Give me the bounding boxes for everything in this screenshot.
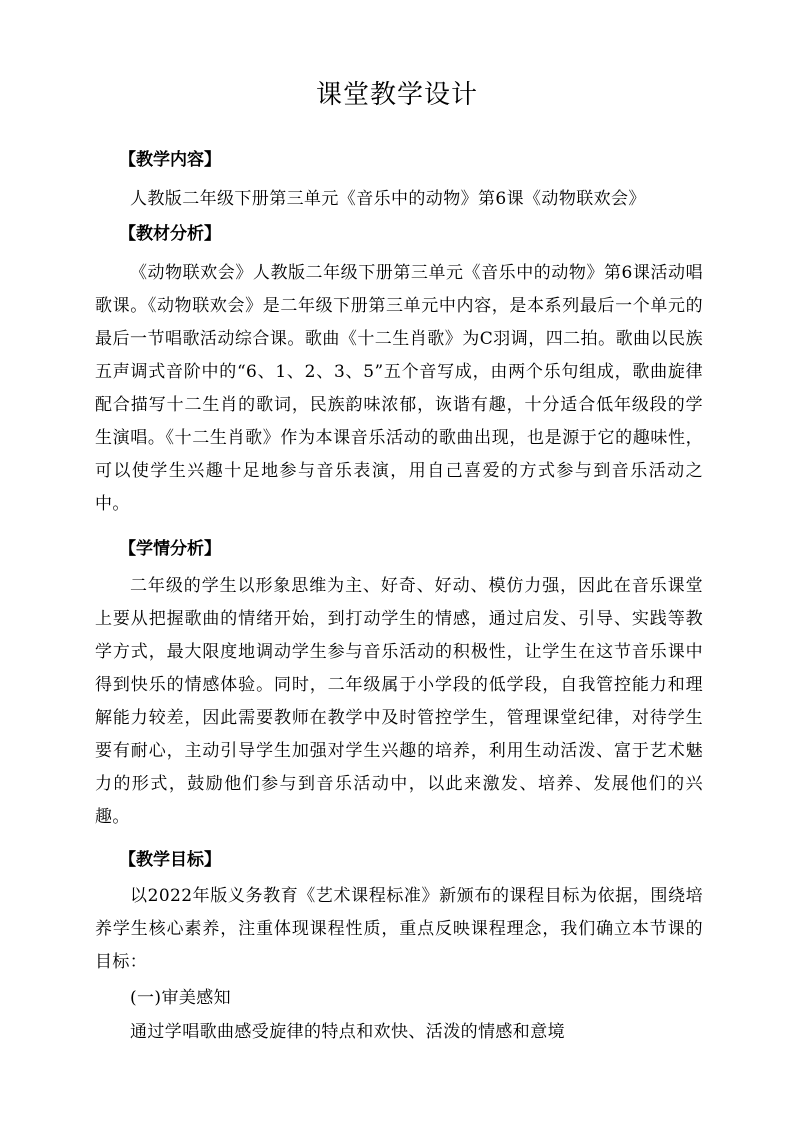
students-paragraph: 二年级的学生以形象思维为主、好奇、好动、模仿力强，因此在音乐课堂上要从把握歌曲的情绪开始，到打动学生的情感，通过启发、引导、实践等教学方式，最大限度地调动学生参与音乐活动的积极性，让学生在这节音乐课中得到快乐的情感体验。同时，二年级属于小学段的低学段，自我管控能力和理解能力较差，因此需要教师在教学中及时管控学生，管理课堂纪律，对待学生要有耐心，主动引导学生加强对学生兴趣的培养，利用生动活泼、富于艺术魅力的形式，鼓励他们参与到音乐活动中，以此来激发、培养、发展他们的兴趣。: [95, 576, 703, 827]
goals-subheading-aesthetic: (一)审美感知: [130, 988, 232, 1008]
material-paragraph: 《动物联欢会》人教版二年级下册第三单元《音乐中的动物》第6课活动唱歌课。《动物联欢会》是二年级下册第三单元中内容，是本系列最后一个单元的最后一节唱歌活动综合课。歌曲《十二生肖歌》为C羽调，四二拍。歌曲以民族五声调式音阶中的“6、1、2、3、5”五个音写成，由两个乐句组成，歌曲旋律配合描写十二生肖的歌词，民族韵味浓郁，诙谐有趣，十分适合低年级段的学生演唱。《十二生肖歌》作为本课音乐活动的歌曲出现，也是源于它的趣味性，可以使学生兴趣十足地参与音乐表演，用自己喜爱的方式参与到音乐活动之中。: [95, 263, 703, 514]
section-heading-goals: 【教学目标】: [119, 850, 221, 870]
content-paragraph: 人教版二年级下册第三单元《音乐中的动物》第6课《动物联欢会》: [130, 189, 646, 209]
section-heading-content: 【教学内容】: [119, 150, 221, 170]
document-title: 课堂教学设计: [315, 80, 478, 110]
goals-paragraph: 以2022年版义务教育《艺术课程标准》新颁布的课程目标为依据，围绕培养学生核心素养，注重体现课程性质，重点反映课程理念，我们确立本节课的目标：: [95, 886, 703, 972]
goals-aesthetic-text: 通过学唱歌曲感受旋律的特点和欢快、活泼的情感和意境: [130, 1022, 565, 1042]
section-heading-students: 【学情分析】: [119, 539, 221, 559]
section-heading-material: 【教材分析】: [119, 224, 221, 244]
